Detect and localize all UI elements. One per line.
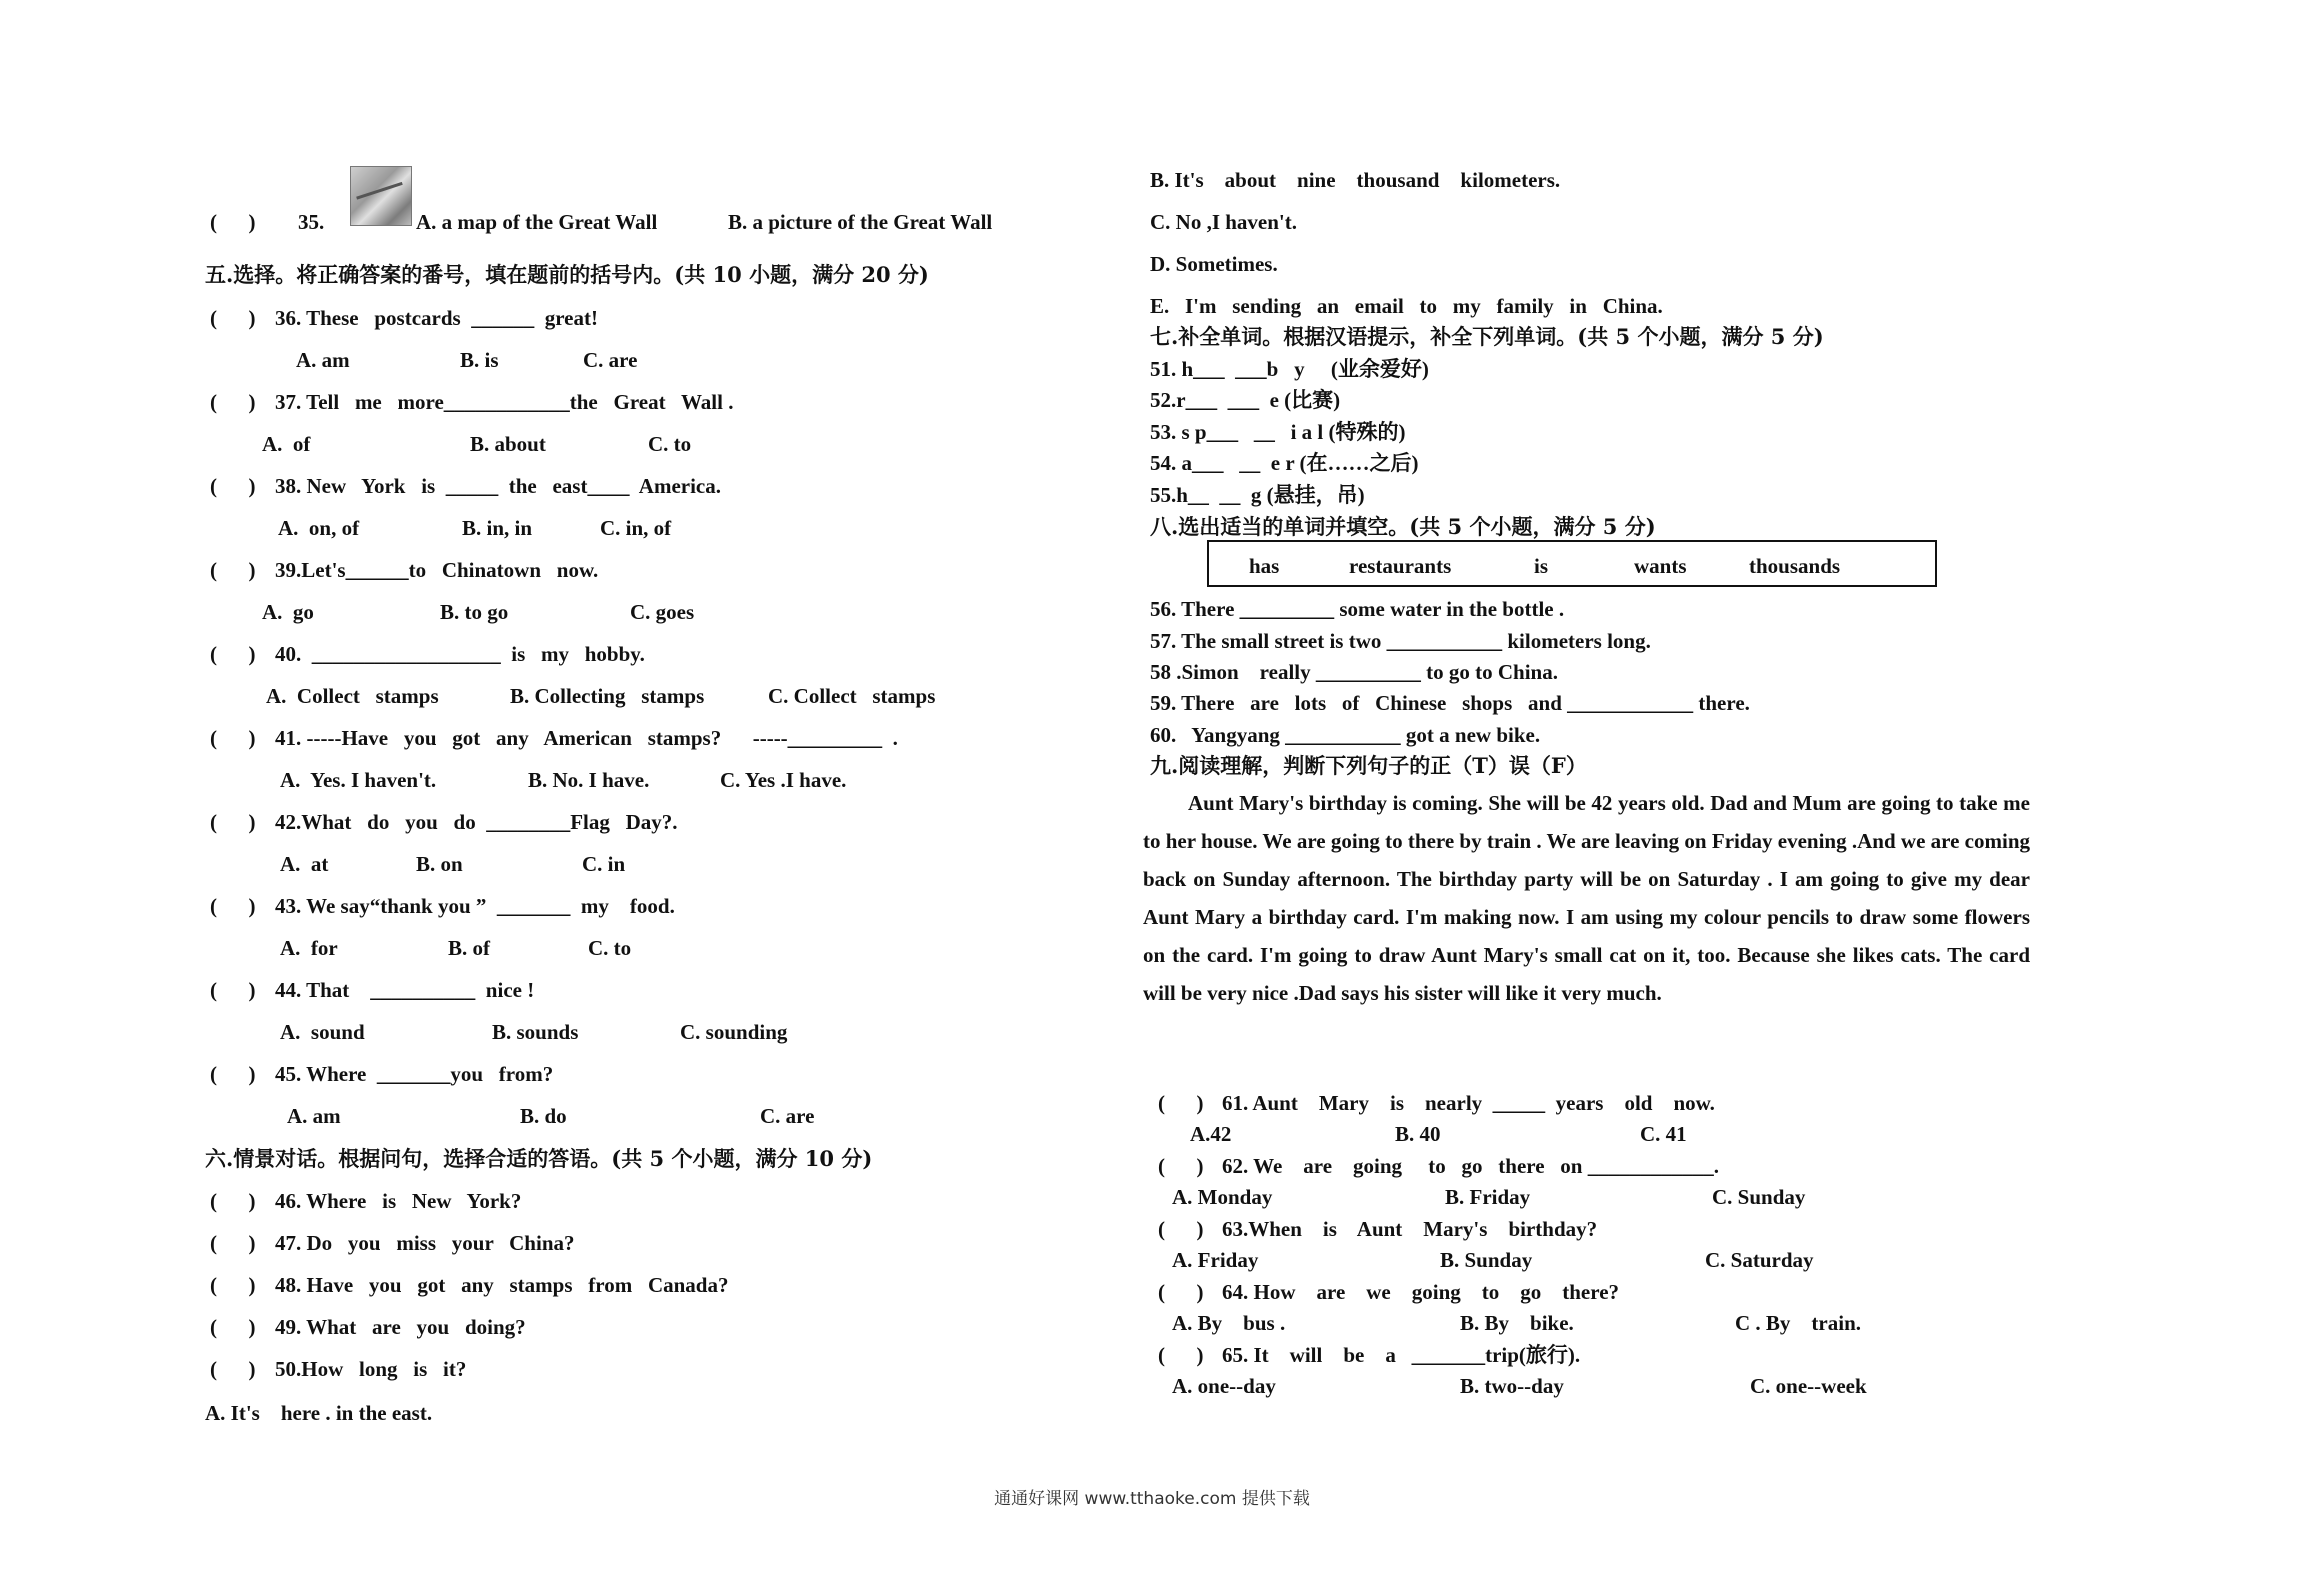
option: A. Friday [1172, 1248, 1259, 1272]
option: A. am [287, 1104, 341, 1128]
question-text: 41. -----Have you got any American stamps? -----_________ . [275, 726, 898, 750]
answer-paren[interactable]: ( ) [210, 558, 256, 582]
answer-paren[interactable]: ( ) [210, 390, 256, 414]
q35-paren[interactable]: ( ) [210, 210, 256, 234]
option: B. 40 [1395, 1122, 1441, 1146]
question-text: 65. It will be a _______trip(旅行). [1222, 1343, 1581, 1367]
answer-paren[interactable]: ( ) [210, 978, 256, 1002]
section-8-heading: 八.选出适当的单词并填空。(共 5 个小题，满分 5 分) [1150, 514, 1656, 539]
answer-paren[interactable]: ( ) [210, 894, 256, 918]
answer-c: C. No ,I haven't. [1150, 210, 1298, 234]
option: A. Collect stamps [266, 684, 439, 708]
q35-option-a: A. a map of the Great Wall [416, 210, 658, 234]
answer-b: B. It's about nine thousand kilometers. [1150, 168, 1561, 192]
answer-paren[interactable]: ( ) [210, 1231, 256, 1255]
option: A. one--day [1172, 1374, 1276, 1398]
fill-56: 56. There _________ some water in the bottle . [1150, 597, 1565, 621]
question-text: 42.What do you do ________Flag Day?. [275, 810, 678, 834]
answer-d: D. Sometimes. [1150, 252, 1278, 276]
option: B. of [448, 936, 490, 960]
option: B. is [460, 348, 499, 372]
option: B. on [416, 852, 463, 876]
answer-paren[interactable]: ( ) [1158, 1091, 1204, 1115]
section-6-heading: 六.情景对话。根据问句，选择合适的答语。(共 5 个小题，满分 10 分) [205, 1146, 873, 1171]
word-54: 54. a___ __ e r (在……之后) [1150, 451, 1419, 475]
answer-a: A. It's here . in the east. [205, 1401, 433, 1425]
option: C. Collect stamps [768, 684, 936, 708]
option: A. sound [280, 1020, 365, 1044]
word-box-item: restaurants [1349, 554, 1452, 578]
option: A. for [280, 936, 338, 960]
option: A. of [262, 432, 311, 456]
option: C. 41 [1640, 1122, 1687, 1146]
answer-paren[interactable]: ( ) [210, 1273, 256, 1297]
option: C . By train. [1735, 1311, 1861, 1335]
answer-paren[interactable]: ( ) [210, 1062, 256, 1086]
option: A. on, of [278, 516, 360, 540]
question-text: 36. These postcards ______ great! [275, 306, 598, 330]
option: B. Friday [1445, 1185, 1531, 1209]
section-7-heading: 七.补全单词。根据汉语提示，补全下列单词。(共 5 个小题，满分 5 分) [1150, 324, 1824, 349]
option: A.42 [1190, 1122, 1232, 1146]
answer-paren[interactable]: ( ) [210, 1357, 256, 1381]
answer-paren[interactable]: ( ) [210, 1315, 256, 1339]
option: B. two--day [1460, 1374, 1564, 1398]
fill-60: 60. Yangyang ___________ got a new bike. [1150, 723, 1541, 747]
word-51: 51. h___ ___b y (业余爱好) [1150, 357, 1429, 381]
option: C. are [583, 348, 638, 372]
answer-paren[interactable]: ( ) [210, 642, 256, 666]
question-text: 39.Let's______to Chinatown now. [275, 558, 599, 582]
option: A. am [296, 348, 350, 372]
option: C. Yes .I have. [720, 768, 847, 792]
question-text: 49. What are you doing? [275, 1315, 526, 1339]
answer-e: E. I'm sending an email to my family in China. [1150, 294, 1663, 318]
q35-option-b: B. a picture of the Great Wall [728, 210, 993, 234]
reading-passage: Aunt Mary's birthday is coming. She will be 42 years old. Dad and Mum are going to take me to her house. We are going to there by train . We are leaving on Friday evening .And we are coming back on Sunday afternoon. The birthday party will be on Saturday . I am going to give my dear Aunt Mary a birthday card. I'm making now. I am using my colour pencils to draw some flowers on the card. I'm going to draw Aunt Mary's small cat on it, too. Because she likes cats. The card will be very nice .Dad says his sister will like it very much. [1143, 791, 2030, 1005]
option: C. Saturday [1705, 1248, 1814, 1272]
answer-paren[interactable]: ( ) [210, 474, 256, 498]
word-box-item: has [1249, 554, 1280, 578]
answer-paren[interactable]: ( ) [1158, 1343, 1204, 1367]
word-box [1207, 540, 1937, 587]
option: C. Sunday [1712, 1185, 1806, 1209]
answer-paren[interactable]: ( ) [210, 810, 256, 834]
option: B. By bike. [1460, 1311, 1574, 1335]
option: A. Monday [1172, 1185, 1273, 1209]
question-text: 48. Have you got any stamps from Canada? [275, 1273, 729, 1297]
option: B. No. I have. [528, 768, 650, 792]
question-text: 43. We say“thank you ” _______ my food. [275, 894, 675, 918]
word-52: 52.r___ ___ e (比赛) [1150, 388, 1341, 412]
option: B. do [520, 1104, 567, 1128]
option: C. in, of [600, 516, 672, 540]
option: C. goes [630, 600, 695, 624]
answer-paren[interactable]: ( ) [1158, 1280, 1204, 1304]
answer-paren[interactable]: ( ) [1158, 1154, 1204, 1178]
question-text: 37. Tell me more____________the Great Wall . [275, 390, 734, 414]
option: B. in, in [462, 516, 533, 540]
answer-paren[interactable]: ( ) [1158, 1217, 1204, 1241]
question-text: 62. We are going to go there on ____________. [1222, 1154, 1719, 1178]
question-text: 38. New York is _____ the east____ America. [275, 474, 721, 498]
answer-paren[interactable]: ( ) [210, 1189, 256, 1213]
section-5-heading: 五.选择。将正确答案的番号，填在题前的括号内。(共 10 小题，满分 20 分) [205, 262, 929, 287]
option: C. in [582, 852, 626, 876]
word-box-item: is [1534, 554, 1549, 578]
word-53: 53. s p___ __ i a l (特殊的) [1150, 420, 1406, 444]
option: C. to [588, 936, 632, 960]
question-text: 45. Where _______you from? [275, 1062, 554, 1086]
fill-58: 58 .Simon really __________ to go to China. [1150, 660, 1558, 684]
option: B. about [470, 432, 546, 456]
q35-number: 35. [298, 210, 325, 234]
question-text: 47. Do you miss your China? [275, 1231, 575, 1255]
question-text: 50.How long is it? [275, 1357, 467, 1381]
option: B. to go [440, 600, 509, 624]
answer-paren[interactable]: ( ) [210, 306, 256, 330]
option: A. Yes. I haven't. [280, 768, 437, 792]
option: C. one--week [1750, 1374, 1867, 1398]
option: A. at [280, 852, 329, 876]
question-text: 63.When is Aunt Mary's birthday? [1222, 1217, 1598, 1241]
option: B. Sunday [1440, 1248, 1533, 1272]
great-wall-picture [350, 166, 412, 226]
option: C. to [648, 432, 692, 456]
option: B. Collecting stamps [510, 684, 705, 708]
footer-credit: 通通好课网 www.tthaoke.com 提供下载 [994, 1489, 1310, 1509]
question-text: 61. Aunt Mary is nearly _____ years old now. [1222, 1091, 1715, 1115]
option: B. sounds [492, 1020, 579, 1044]
option: A. By bus . [1172, 1311, 1286, 1335]
option: C. sounding [680, 1020, 788, 1044]
option: A. go [262, 600, 314, 624]
word-box-item: thousands [1749, 554, 1841, 578]
fill-59: 59. There are lots of Chinese shops and ____________ there. [1150, 691, 1750, 715]
question-text: 64. How are we going to go there? [1222, 1280, 1620, 1304]
option: C. are [760, 1104, 815, 1128]
word-55: 55.h__ __ g (悬挂，吊) [1150, 483, 1365, 507]
answer-paren[interactable]: ( ) [210, 726, 256, 750]
fill-57: 57. The small street is two ___________ kilometers long. [1150, 629, 1651, 653]
question-text: 44. That __________ nice ! [275, 978, 535, 1002]
question-text: 40. __________________ is my hobby. [275, 642, 645, 666]
question-text: 46. Where is New York? [275, 1189, 522, 1213]
section-9-heading: 九.阅读理解，判断下列句子的正（T）误（F） [1150, 753, 1587, 778]
word-box-item: wants [1634, 554, 1687, 578]
